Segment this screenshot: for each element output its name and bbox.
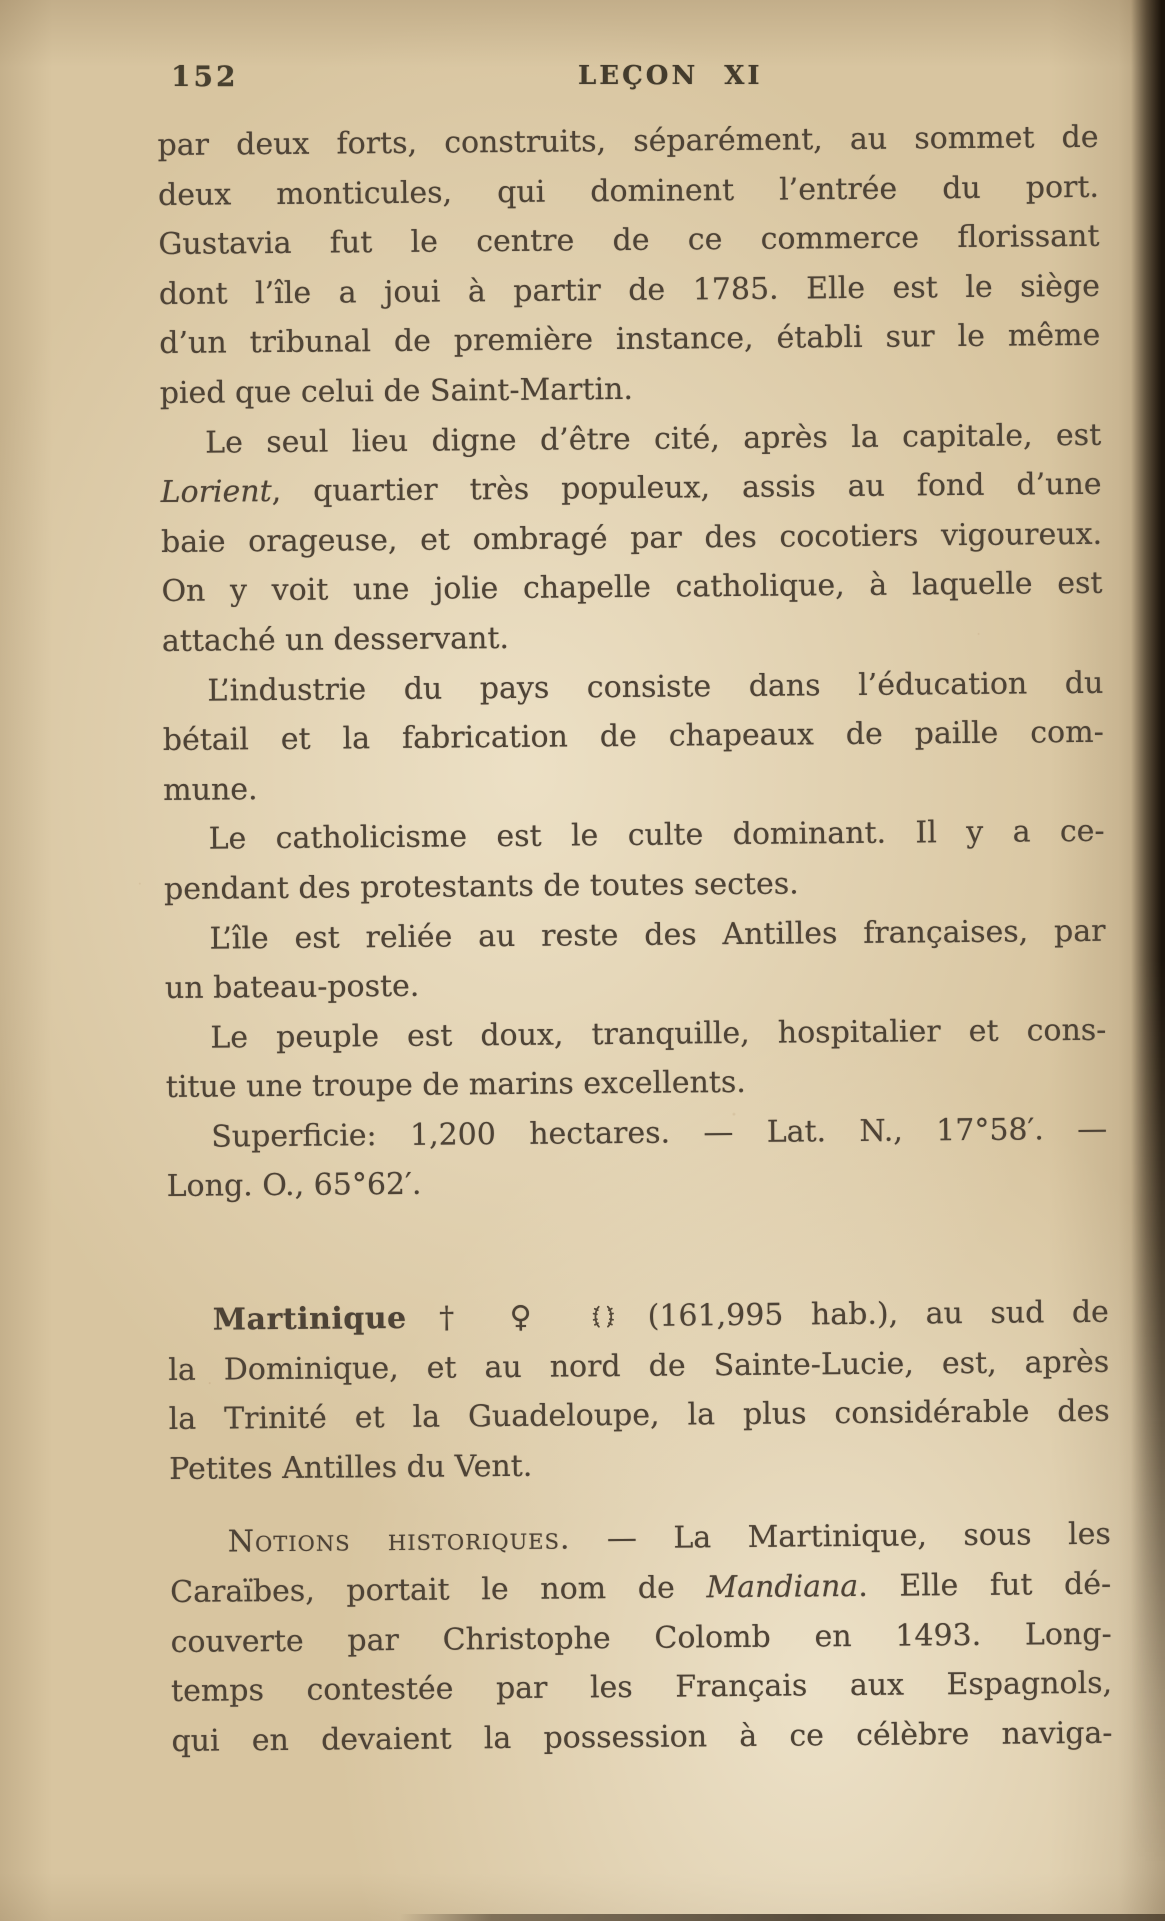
text-segment: , quartier très populeux, assis au fond d’une xyxy=(271,466,1102,510)
text-segment: pied que celui de Saint-Martin. xyxy=(159,371,634,411)
text-line xyxy=(170,1609,1111,1667)
text-line xyxy=(163,807,1104,865)
text-segment: baie orageuse, et ombragé par des cocotiers vigoureux. xyxy=(160,516,1103,560)
text-line xyxy=(162,658,1103,716)
p-martinique xyxy=(168,1288,1111,1495)
text-segment: deux monticules, qui dominent l’entrée du port. xyxy=(157,169,1100,213)
text-segment: Superficie: 1,200 hectares. — Lat. N., 17°58′. — xyxy=(211,1111,1108,1155)
text-line xyxy=(169,1387,1110,1445)
text-line xyxy=(168,1337,1109,1395)
p-gustavia xyxy=(157,113,1101,419)
text-segment: Notions historiques. xyxy=(227,1521,571,1560)
text-line xyxy=(160,460,1101,518)
text-line xyxy=(159,311,1100,369)
text-segment: la Dominique, et au nord de Sainte-Lucie, est, après xyxy=(168,1344,1110,1388)
text-segment: couverte par Christophe Colomb en 1493. Long- xyxy=(170,1616,1112,1660)
text-segment: dont l’île a joui à partir de 1785. Elle est le siège xyxy=(158,268,1101,312)
text-segment: qui en devaient la possession à ce célèbre naviga- xyxy=(171,1715,1113,1759)
text-segment: Lorient xyxy=(160,474,272,511)
text-segment: titue une troupe de marins excellents. xyxy=(165,1065,746,1106)
text-line xyxy=(158,162,1099,220)
text-line xyxy=(157,113,1098,171)
page-header-title: LEÇON XI xyxy=(578,61,763,91)
p-peuple xyxy=(165,1005,1107,1112)
page-number: 152 xyxy=(171,60,239,93)
text-line xyxy=(162,609,1103,667)
place-name: Martinique xyxy=(212,1300,407,1338)
text-segment: L’industrie du pays consiste dans l’éducation du xyxy=(207,665,1104,709)
text-segment: Caraïbes, portait le nom de xyxy=(170,1570,707,1611)
text-line xyxy=(163,708,1104,766)
laurel-wreath-icon xyxy=(590,1303,617,1330)
p-lorient xyxy=(160,410,1103,666)
text-segment: Le peuple est doux, tranquille, hospitalier et cons- xyxy=(210,1012,1107,1056)
p-culte xyxy=(163,807,1105,914)
text-segment: d’un tribunal de première instance, établi sur le même xyxy=(159,318,1101,362)
text-line xyxy=(165,1005,1106,1063)
text-line xyxy=(170,1560,1111,1618)
text-line xyxy=(170,1510,1111,1568)
text-segment: Le catholicisme est le culte dominant. Il y a ce- xyxy=(208,814,1105,857)
text-segment: attaché un desservant. xyxy=(161,620,510,659)
text-line xyxy=(171,1709,1112,1767)
text-segment: la Trinité et la Guadeloupe, la plus considérable des xyxy=(168,1394,1110,1438)
text-line xyxy=(166,1055,1107,1113)
text-line xyxy=(158,212,1099,270)
text-line xyxy=(166,1105,1107,1163)
p-superficie xyxy=(166,1105,1108,1212)
text-line xyxy=(166,1154,1107,1212)
page-gutter-shadow xyxy=(1131,0,1165,1921)
text-line xyxy=(168,1288,1109,1346)
text-segment: un bateau-poste. xyxy=(164,968,420,1007)
text-line xyxy=(171,1659,1112,1717)
text-segment: On y voit une jolie chapelle catholique, à laquelle est xyxy=(161,566,1103,610)
text-segment: Petites Antilles du Vent. xyxy=(168,1448,533,1487)
text-line xyxy=(161,510,1102,568)
body-text xyxy=(157,113,1112,1767)
text-segment: mune. xyxy=(163,771,258,808)
text-line xyxy=(169,1437,1110,1495)
text-segment: pendant des protestants de toutes sectes. xyxy=(163,866,799,907)
text-segment: par deux forts, construits, séparément, au sommet de xyxy=(157,119,1099,164)
text-segment: † ♀ xyxy=(406,1299,588,1336)
text-segment: (161,995 hab.), au sud de xyxy=(619,1294,1109,1335)
text-segment: . Elle fut dé- xyxy=(858,1566,1112,1605)
text-line xyxy=(160,410,1101,468)
text-line xyxy=(164,906,1105,964)
text-segment: — La Martinique, sous les xyxy=(570,1517,1111,1557)
p-notions-historiques xyxy=(170,1510,1113,1766)
text-segment: L’île est reliée au reste des Antilles françaises, par xyxy=(209,913,1106,957)
text-segment: temps contestée par les Français aux Espagnols, xyxy=(170,1665,1113,1710)
text-segment: bétail et la fabrication de chapeaux de paille com- xyxy=(162,714,1104,759)
text-segment: Le seul lieu digne d’être cité, après la capitale, est xyxy=(205,417,1102,461)
text-segment: Mandiana xyxy=(706,1569,859,1606)
text-line xyxy=(164,857,1105,915)
text-line xyxy=(165,956,1106,1014)
text-segment: Gustavia fut le centre de ce commerce florissant xyxy=(158,219,1100,263)
next-page-edge xyxy=(400,1914,1165,1921)
text-segment: Long. O., 65°62′. xyxy=(166,1167,422,1205)
text-line xyxy=(161,559,1102,617)
p-bateau-poste xyxy=(164,906,1106,1013)
p-industrie xyxy=(162,658,1104,815)
text-line xyxy=(159,262,1100,320)
text-line xyxy=(160,361,1101,419)
text-line xyxy=(163,758,1104,816)
